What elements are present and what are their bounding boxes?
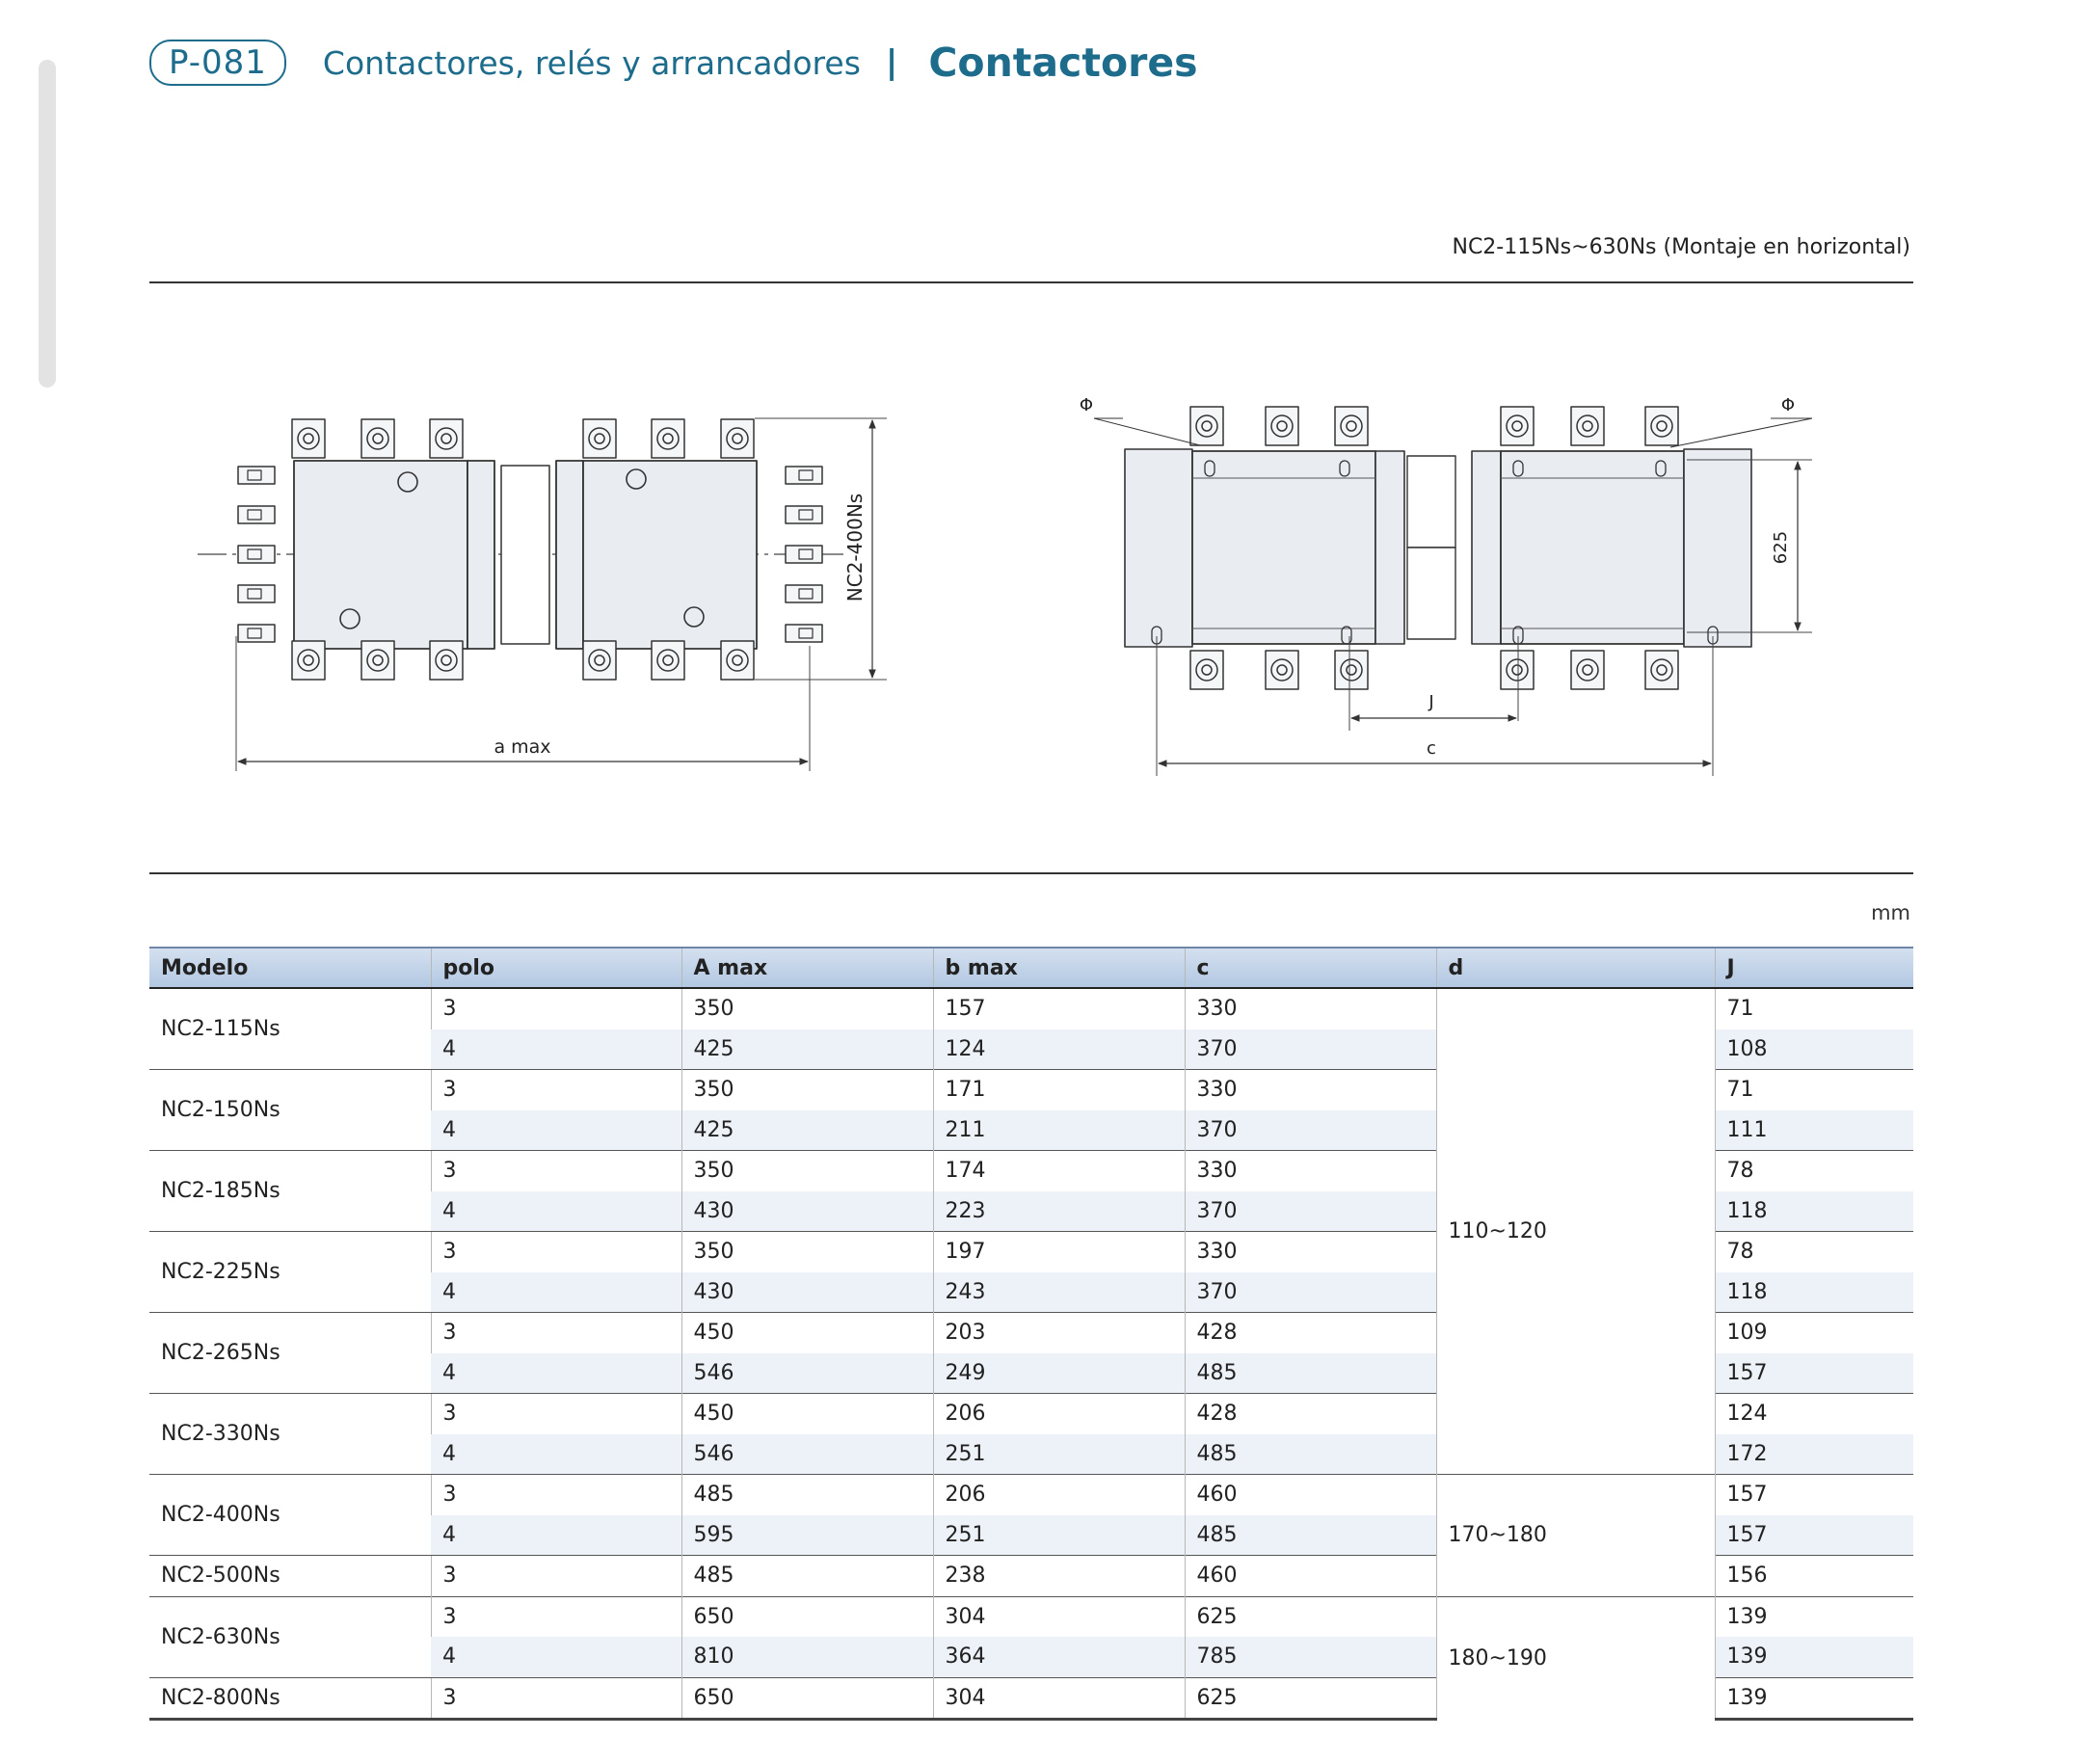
b-max-cell: 304 [933,1677,1185,1720]
j-cell: 118 [1715,1191,1913,1232]
c-cell: 330 [1185,1232,1436,1272]
a-max-cell: 430 [681,1272,933,1313]
polo-cell: 3 [431,1151,681,1191]
polo-cell: 4 [431,1515,681,1556]
a-max-cell: 650 [681,1677,933,1720]
dim-c-label: c [1427,738,1436,759]
a-max-cell: 450 [681,1313,933,1353]
j-cell: 108 [1715,1029,1913,1070]
polo-cell: 4 [431,1353,681,1394]
j-cell: 71 [1715,988,1913,1029]
model-cell: NC2-115Ns [149,988,431,1070]
b-max-cell: 238 [933,1556,1185,1597]
polo-cell: 3 [431,1232,681,1272]
model-cell: NC2-400Ns [149,1475,431,1556]
c-cell: 625 [1185,1596,1436,1637]
c-cell: 428 [1185,1313,1436,1353]
b-max-cell: 206 [933,1394,1185,1434]
a-max-cell: 430 [681,1191,933,1232]
dim-625-label: 625 [1771,530,1791,565]
j-cell: 124 [1715,1394,1913,1434]
b-max-cell: 171 [933,1070,1185,1110]
right-view [1080,395,1812,776]
table-header-row [149,948,1913,988]
b-max-cell: 251 [933,1515,1185,1556]
c-cell: 370 [1185,1191,1436,1232]
page-title: Contactores [928,40,1198,86]
c-cell: 370 [1185,1272,1436,1313]
polo-cell: 4 [431,1434,681,1475]
b-max-cell: 251 [933,1434,1185,1475]
col-header: polo [431,948,681,988]
a-max-cell: 425 [681,1110,933,1151]
col-header: J [1715,948,1913,988]
contactor-technical-drawing [149,386,1913,810]
unit-label: mm [1871,901,1910,924]
j-cell: 111 [1715,1110,1913,1151]
d-cell: 170~180 [1436,1475,1715,1597]
j-cell: 78 [1715,1232,1913,1272]
phi-left-label: Φ [1079,395,1094,415]
j-cell: 172 [1715,1434,1913,1475]
j-cell: 156 [1715,1556,1913,1597]
polo-cell: 4 [431,1029,681,1070]
model-cell: NC2-265Ns [149,1313,431,1394]
c-cell: 428 [1185,1394,1436,1434]
dim-j-label: J [1428,692,1434,712]
b-max-cell: 206 [933,1475,1185,1515]
height-dimension-label: NC2-400Ns [843,493,867,602]
d-cell: 180~190 [1436,1596,1715,1720]
c-cell: 785 [1185,1637,1436,1677]
b-max-cell: 203 [933,1313,1185,1353]
polo-cell: 3 [431,1070,681,1110]
b-max-cell: 157 [933,988,1185,1029]
b-max-cell: 211 [933,1110,1185,1151]
j-cell: 139 [1715,1596,1913,1637]
polo-cell: 3 [431,1596,681,1637]
scrollbar[interactable] [39,60,56,388]
j-cell: 118 [1715,1272,1913,1313]
j-cell: 71 [1715,1070,1913,1110]
c-cell: 330 [1185,1151,1436,1191]
c-cell: 330 [1185,988,1436,1029]
c-cell: 460 [1185,1475,1436,1515]
b-max-cell: 197 [933,1232,1185,1272]
j-cell: 139 [1715,1637,1913,1677]
b-max-cell: 249 [933,1353,1185,1394]
model-cell: NC2-225Ns [149,1232,431,1313]
a-max-cell: 350 [681,1070,933,1110]
model-cell: NC2-500Ns [149,1556,431,1597]
model-cell: NC2-150Ns [149,1070,431,1151]
a-max-label: a max [494,736,551,758]
a-max-cell: 810 [681,1637,933,1677]
col-header: Modelo [149,948,431,988]
a-max-cell: 450 [681,1394,933,1434]
top-divider [149,281,1913,283]
b-max-cell: 364 [933,1637,1185,1677]
a-max-cell: 485 [681,1556,933,1597]
a-max-cell: 425 [681,1029,933,1070]
c-cell: 330 [1185,1070,1436,1110]
polo-cell: 3 [431,1556,681,1597]
c-cell: 625 [1185,1677,1436,1720]
col-header: b max [933,948,1185,988]
section-title: Contactores, relés y arrancadores [322,43,861,82]
model-cell: NC2-630Ns [149,1596,431,1677]
c-cell: 370 [1185,1110,1436,1151]
figure-caption: NC2-115Ns~630Ns (Montaje en horizontal) [1452,235,1910,259]
j-cell: 157 [1715,1353,1913,1394]
col-header: c [1185,948,1436,988]
a-max-cell: 350 [681,1232,933,1272]
j-cell: 78 [1715,1151,1913,1191]
table-row [149,1596,1913,1637]
model-cell: NC2-330Ns [149,1394,431,1475]
polo-cell: 3 [431,988,681,1029]
b-max-cell: 304 [933,1596,1185,1637]
polo-cell: 3 [431,1475,681,1515]
c-cell: 485 [1185,1353,1436,1394]
polo-cell: 3 [431,1394,681,1434]
j-cell: 157 [1715,1515,1913,1556]
polo-cell: 3 [431,1677,681,1720]
c-cell: 485 [1185,1434,1436,1475]
c-cell: 485 [1185,1515,1436,1556]
a-max-cell: 546 [681,1434,933,1475]
j-cell: 139 [1715,1677,1913,1720]
a-max-cell: 595 [681,1515,933,1556]
a-max-cell: 350 [681,1151,933,1191]
b-max-cell: 223 [933,1191,1185,1232]
polo-cell: 4 [431,1110,681,1151]
dimensions-table [149,947,1913,1721]
polo-cell: 4 [431,1191,681,1232]
j-cell: 157 [1715,1475,1913,1515]
d-cell: 110~120 [1436,988,1715,1475]
table-row [149,988,1913,1029]
b-max-cell: 243 [933,1272,1185,1313]
model-cell: NC2-800Ns [149,1677,431,1720]
c-cell: 460 [1185,1556,1436,1597]
page-header [149,39,1198,87]
b-max-cell: 124 [933,1029,1185,1070]
b-max-cell: 174 [933,1151,1185,1191]
polo-cell: 3 [431,1313,681,1353]
model-cell: NC2-185Ns [149,1151,431,1232]
left-view [198,418,887,771]
a-max-cell: 350 [681,988,933,1029]
a-max-cell: 650 [681,1596,933,1637]
j-cell: 109 [1715,1313,1913,1353]
a-max-cell: 485 [681,1475,933,1515]
phi-right-label: Φ [1780,395,1796,415]
c-cell: 370 [1185,1029,1436,1070]
col-header: A max [681,948,933,988]
a-max-cell: 546 [681,1353,933,1394]
bottom-divider [149,872,1913,874]
polo-cell: 4 [431,1637,681,1677]
page-code-badge: P-081 [149,40,286,86]
table-body [149,988,1913,1720]
table-row [149,1475,1913,1515]
col-header: d [1436,948,1715,988]
header-separator: | [885,43,898,82]
polo-cell: 4 [431,1272,681,1313]
